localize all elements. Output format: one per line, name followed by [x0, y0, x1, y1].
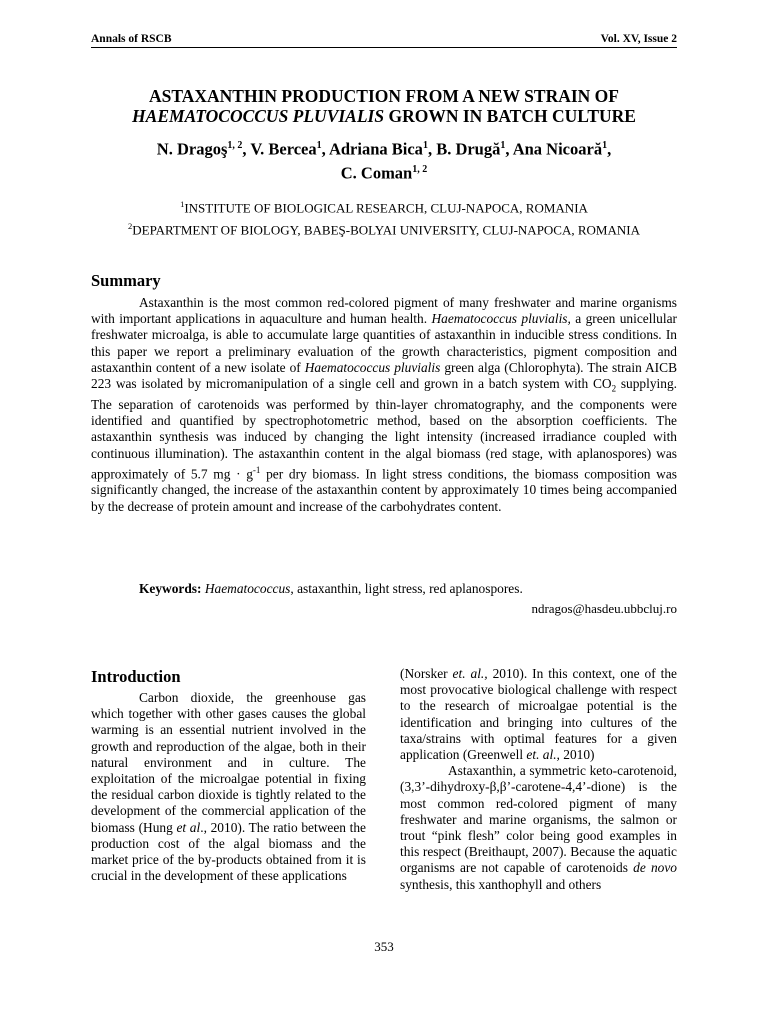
journal-name: Annals of RSCB — [91, 33, 172, 45]
author-list: N. Dragoş$^{1, 2}$, V. Bercea$^1$, Adriana Bica$^1$, B. Drugă$^1$, Ana Nicoară$^1$, C. Coman$^{1, 2}$ — [156, 139, 612, 182]
affiliation-text: DEPARTMENT OF BIOLOGY, BABEŞ-BOLYAI UNIVERSITY, CLUJ-NAPOCA, ROMANIA — [132, 222, 640, 238]
body-text: Astaxanthin, a symmetric keto-carotenoid, (3,3’-dihydroxy-β,β’-carotene-4,4’-dione) is the most common red-colored pigment of many freshwater and marine organisms, the salmon or trout “pink flesh” color being good examples in this respect (Breithaupt, 2007). Because the aquatic organisms are not capable of carotenoids — [400, 763, 677, 876]
astaxanthin-paragraph — [400, 763, 677, 893]
introduction-heading: Introduction — [91, 667, 181, 686]
author: Ana Nicoară — [512, 139, 603, 159]
author-affiliation: 1, 2 — [412, 163, 428, 175]
italic-text: de novo — [633, 860, 677, 876]
author-affiliation: 1 — [500, 140, 506, 151]
author: V. Bercea — [250, 139, 317, 159]
author-affiliation: 1 — [422, 140, 428, 151]
summary-text: supplying. The separation of carotenoids was performed by thin-layer chromatography, and the components were identified and quantified by spectrophotometric method, based on the absorption coefficients. The astaxanthin synthesis was induced by changing the light intensity (increased irradiance coupled with continuous illumination). The astaxanthin content in the algal biomass (red stage, with aplanospores) was approximately of 5.7 mg · g — [91, 376, 677, 482]
keywords-label: Keywords: — [139, 581, 202, 596]
summary-text: green alga (Chlorophyta). The strain AICB 223 was isolated by micromanipulation of a single cell and grown in a batch system with CO — [91, 359, 677, 392]
affiliation-text: INSTITUTE OF BIOLOGICAL RESEARCH, CLUJ-NAPOCA, ROMANIA — [184, 200, 588, 216]
paper-title-line-2 — [91, 106, 677, 126]
corresponding-email: ndragos@hasdeu.ubbcluj.ro — [531, 601, 677, 616]
author: B. Drugă — [436, 139, 501, 159]
paper-page — [91, 0, 677, 1024]
intro-paragraph — [91, 690, 366, 884]
species-name: Haematococcus pluvialis — [304, 359, 441, 375]
italic-text: et al — [176, 819, 201, 835]
author-affiliation: 1 — [602, 140, 608, 151]
volume-issue: Vol. XV, Issue 2 — [600, 33, 677, 45]
affiliation — [91, 195, 677, 217]
species-name: Haematococcus pluvialis, — [431, 311, 571, 327]
page-number: 353 — [374, 939, 394, 954]
keyword-italic: Haematococcus — [204, 581, 291, 596]
body-text: Carbon dioxide, the greenhouse gas which together with other gases causes the global warming is an essential nutrient involved in the growth and reproduction of the algae, both in their natural environment and in culture. The exploitation of the microalgae potential in fixing the residual carbon dioxide is tightly related to the development of the commercial application of the biomass (Hung — [91, 690, 366, 835]
summary-paragraph — [91, 295, 677, 515]
author: C. Coman — [340, 163, 413, 182]
author-affiliation: 1, 2 — [227, 140, 243, 151]
title-rest: GROWN IN BATCH CULTURE — [384, 106, 636, 126]
keywords-line — [139, 581, 523, 597]
author-affiliation: 1 — [316, 140, 322, 151]
affiliation-number: 2 — [128, 221, 133, 232]
intro-paragraph-continued — [400, 666, 677, 763]
species-name: HAEMATOCOCCUS PLUVIALIS — [132, 106, 385, 126]
italic-text: et. al., — [452, 666, 488, 681]
affiliation-number: 1 — [180, 199, 185, 209]
subscript: 2 — [611, 383, 617, 394]
body-text: synthesis, this xanthophyll and others — [400, 876, 602, 892]
summary-text: Astaxanthin is the most common red-colored pigment of many freshwater and marine organisms with important applications in aquaculture and human health. — [91, 295, 677, 327]
summary-text: per dry biomass. In light stress conditions, the biomass composition was significantly changed, the increase of the astaxanthin content by approximately 10 times being accompanied by the decrease of protein amount and increase of the carbohydrates content. — [91, 466, 677, 514]
keyword-list: , astaxanthin, light stress, red aplanospores. — [290, 581, 523, 596]
summary-heading: Summary — [91, 271, 161, 290]
left-column — [91, 666, 366, 884]
italic-text: et. al., — [526, 747, 560, 763]
superscript: -1 — [252, 464, 261, 475]
paper-title-line-1: ASTAXANTHIN PRODUCTION FROM A NEW STRAIN OF — [149, 86, 619, 106]
running-header — [91, 33, 677, 48]
author: N. Dragoş — [156, 139, 228, 159]
title-block — [91, 86, 677, 240]
body-text: (Norsker — [400, 666, 453, 681]
body-text: 2010) — [559, 747, 595, 763]
body-text: 2010). In this context, one of the most provocative biological challenge with respect to the research of microalgae potential is the identification and bringing into cultures of the taxa/strains with optimal features for a given application (Greenwell — [400, 666, 677, 763]
body-text: ., 2010). The ratio between the production cost of the algal biomass and the market price of the by-products obtained from it is crucial in the development of these applications — [91, 819, 366, 884]
affiliation-list — [91, 195, 677, 240]
affiliation — [91, 217, 677, 239]
right-column — [400, 666, 677, 893]
author: Adriana Bica — [328, 139, 423, 159]
summary-text: a green unicellular freshwater microalga, is able to accumulate large quantities of astaxanthin in inducible stress conditions. In this paper we report a preliminary evaluation of the growth characteristics, pigment composition and astaxanthin content of a new isolate of — [91, 311, 677, 375]
